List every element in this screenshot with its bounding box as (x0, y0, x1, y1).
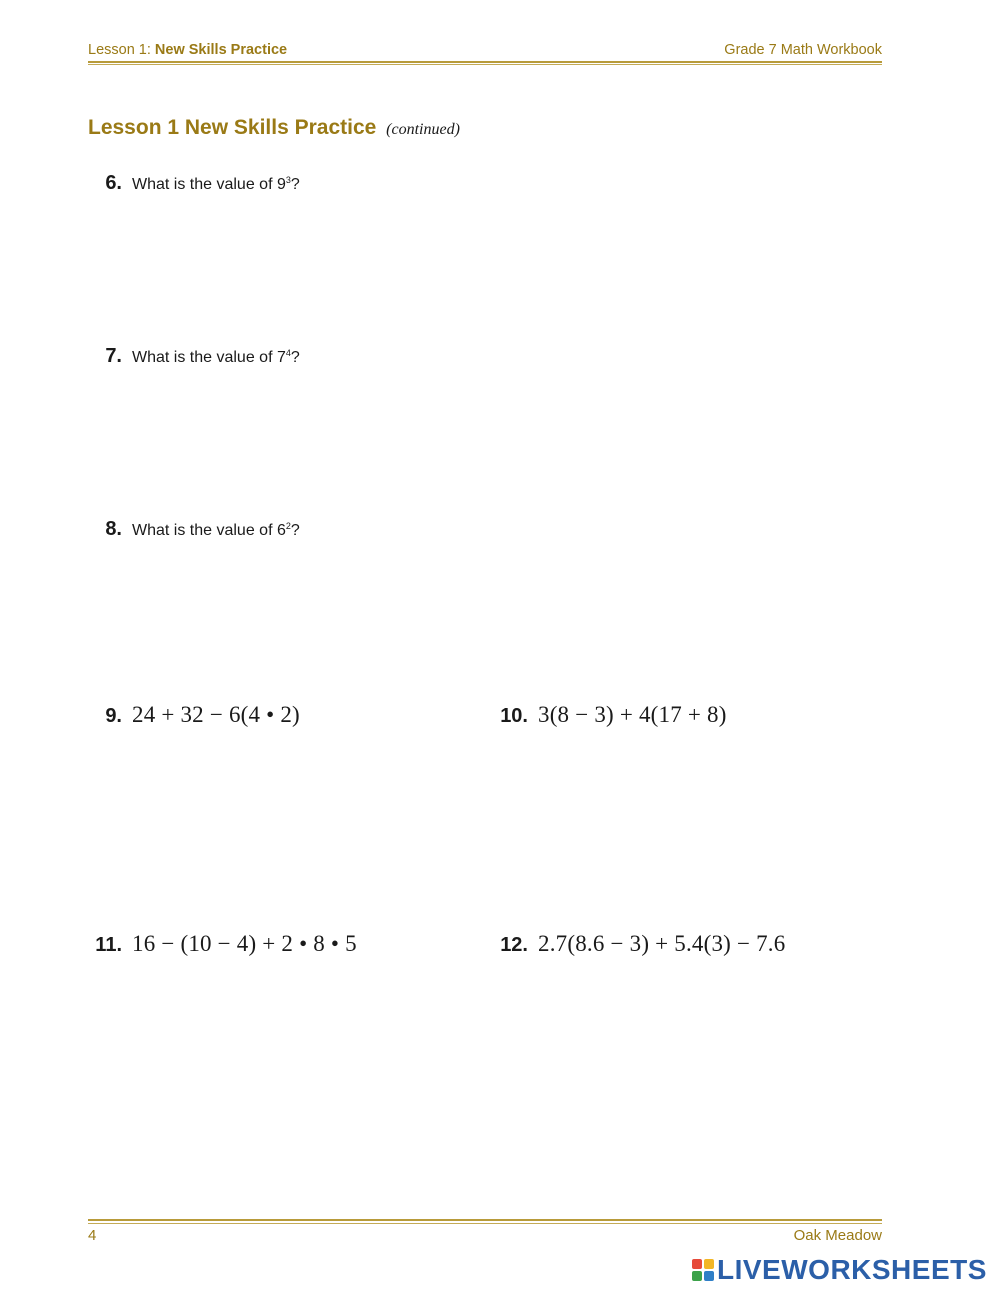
page-header (88, 42, 882, 62)
problem-expression: 3(8 − 3) + 4(17 + 8) (538, 702, 727, 727)
liveworksheets-logo (692, 1254, 987, 1284)
problem-7 (88, 345, 300, 368)
header-lesson (88, 42, 287, 58)
problem-number: 9. (105, 705, 122, 727)
problem-12 (484, 931, 785, 957)
question-end: ? (290, 522, 300, 539)
question-end: ? (290, 349, 300, 366)
question-text: What is the value of 6 (132, 522, 286, 539)
problem-8 (88, 518, 300, 541)
problem-10 (484, 702, 727, 728)
problem-number: 11. (95, 934, 122, 956)
problem-number: 7. (105, 345, 122, 367)
header-book-title: Grade 7 Math Workbook (724, 42, 882, 58)
problem-question (132, 176, 300, 193)
logo-text: LIVEWORKSHEETS (717, 1254, 987, 1285)
question-text: What is the value of 7 (132, 349, 286, 366)
header-rule (88, 61, 882, 63)
question-exponent: 2 (285, 521, 291, 531)
page-title-main: Lesson 1 New Skills Practice (88, 116, 377, 139)
problem-expression: 16 − (10 − 4) + 2 • 8 • 5 (132, 931, 357, 956)
problem-number: 12. (500, 934, 528, 956)
footer-rule (88, 1219, 882, 1221)
header-rule-thin (88, 64, 882, 65)
publisher-name: Oak Meadow (793, 1227, 882, 1244)
footer-rule-thin (88, 1223, 882, 1224)
problem-number: 10. (500, 705, 528, 727)
problem-question (132, 522, 300, 539)
question-exponent: 3 (285, 175, 291, 185)
header-lesson-prefix: Lesson 1: (88, 42, 155, 58)
problem-11 (88, 931, 357, 957)
question-end: ? (290, 176, 300, 193)
problem-6 (88, 172, 300, 195)
problem-question (132, 349, 300, 366)
page-number: 4 (88, 1227, 97, 1244)
problem-expression: 24 + 32 − 6(4 • 2) (132, 702, 300, 727)
question-text: What is the value of 9 (132, 176, 286, 193)
problem-number: 8. (105, 518, 122, 540)
question-exponent: 4 (285, 348, 291, 358)
logo-blocks-icon (692, 1259, 714, 1281)
page-title-suffix: (continued) (386, 121, 460, 138)
page-title (88, 116, 460, 140)
header-lesson-title: New Skills Practice (154, 42, 288, 58)
problem-number: 6. (105, 172, 122, 194)
problem-expression: 2.7(8.6 − 3) + 5.4(3) − 7.6 (538, 931, 786, 956)
problem-9 (88, 702, 300, 728)
